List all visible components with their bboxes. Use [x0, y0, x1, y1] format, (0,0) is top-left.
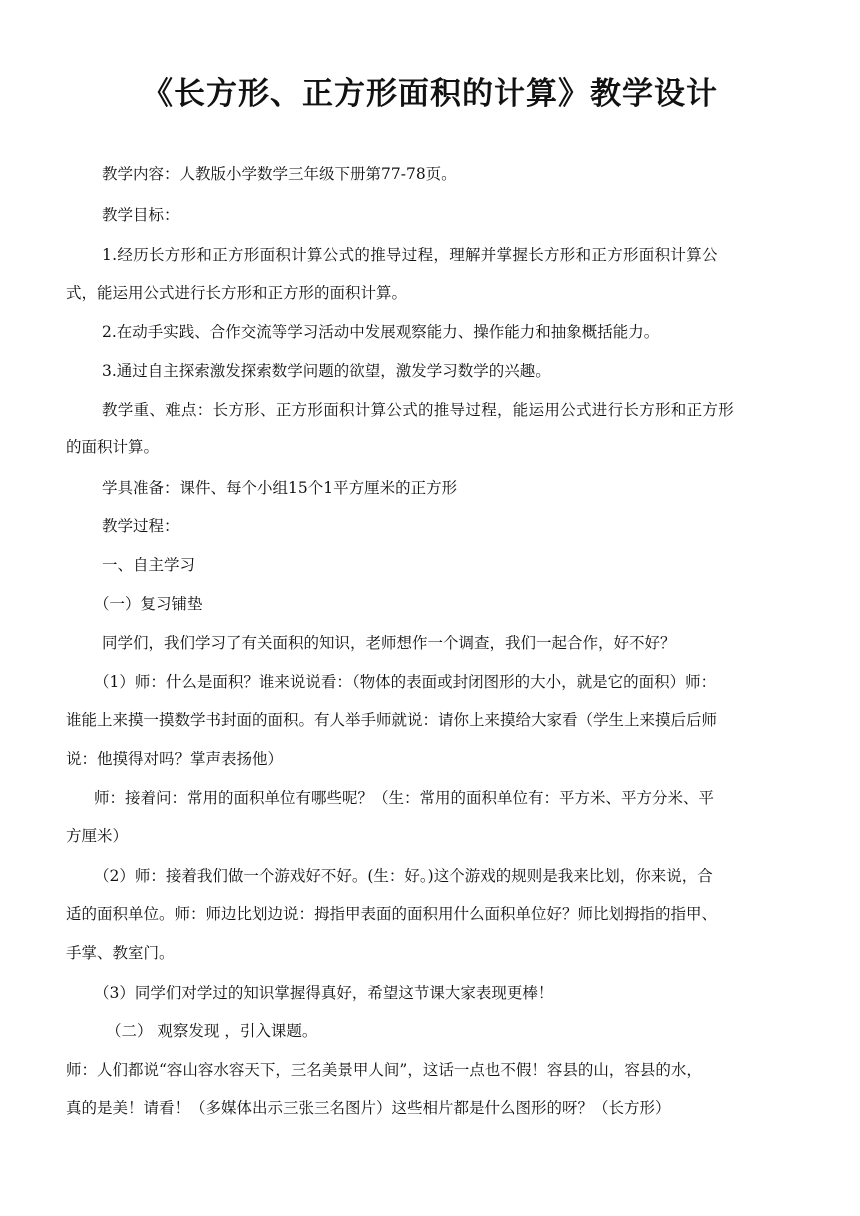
- teaching-objectives-heading: 教学目标：: [102, 206, 180, 224]
- objective-1-line-1: 1.经历长方形和正方形面积计算公式的推导过程，理解并掌握长方形和正方形面积计算公: [102, 246, 718, 264]
- section-1-heading: 一、自主学习: [102, 556, 196, 574]
- subsection-2-heading: （二） 观察发现 ，引入课题。: [106, 1022, 318, 1040]
- item-2-line-2: 适的面积单位。师：师边比划边说：拇指甲表面的面积用什么面积单位好？师比划拇指的指甲、: [66, 905, 718, 923]
- paragraph-intro: 同学们，我们学习了有关面积的知识，老师想作一个调查，我们一起合作，好不好？: [102, 634, 676, 652]
- objective-3: 3.通过自主探索激发探索数学问题的欲望，激发学习数学的兴趣。: [102, 362, 551, 380]
- document-title: 《长方形、正方形面积的计算》教学设计: [142, 76, 718, 112]
- teaching-content: 教学内容：人教版小学数学三年级下册第77-78页。: [102, 165, 457, 183]
- subsection-1-heading: （一）复习铺垫: [94, 595, 203, 613]
- materials: 学具准备：课件、每个小组15个1平方厘米的正方形: [102, 479, 458, 497]
- teaching-process-heading: 教学过程：: [102, 517, 180, 535]
- item-2-line-3: 手掌、教室门。: [66, 944, 175, 962]
- item-1-line-2: 谁能上来摸一摸数学书封面的面积。有人举手师就说：请你上来摸给大家看（学生上来摸后后师: [66, 711, 718, 729]
- item-1-line-3: 说：他摸得对吗？掌声表扬他）: [66, 750, 284, 768]
- key-points-line-2: 的面积计算。: [66, 438, 160, 456]
- item-3: （3）同学们对学过的知识掌握得真好，希望这节课大家表现更棒！: [94, 984, 554, 1002]
- objective-2: 2.在动手实践、合作交流等学习活动中发展观察能力、操作能力和抽象概括能力。: [102, 323, 660, 341]
- units-question-line-2: 方厘米）: [66, 827, 129, 845]
- item-1-line-1: （1）师：什么是面积？谁来说说看：（物体的表面或封闭图形的大小，就是它的面积）师：: [94, 673, 717, 691]
- objective-1-line-2: 式，能运用公式进行长方形和正方形的面积计算。: [66, 284, 408, 302]
- key-points-line-1: 教学重、难点：长方形、正方形面积计算公式的推导过程，能运用公式进行长方形和正方形: [102, 401, 735, 419]
- item-2-line-1: （2）师：接着我们做一个游戏好不好。(生：好。)这个游戏的规则是我来比划，你来说，合: [94, 867, 713, 885]
- closing-line-1: 师：人们都说“容山容水容天下，三名美景甲人间”，这话一点也不假！容县的山，容县的水，: [66, 1061, 702, 1079]
- units-question-line-1: 师：接着问：常用的面积单位有哪些呢？（生：常用的面积单位有：平方米、平方分米、平: [94, 789, 715, 807]
- closing-line-2: 真的是美！请看！（多媒体出示三张三名图片）这些相片都是什么图形的呀？（长方形）: [66, 1099, 671, 1117]
